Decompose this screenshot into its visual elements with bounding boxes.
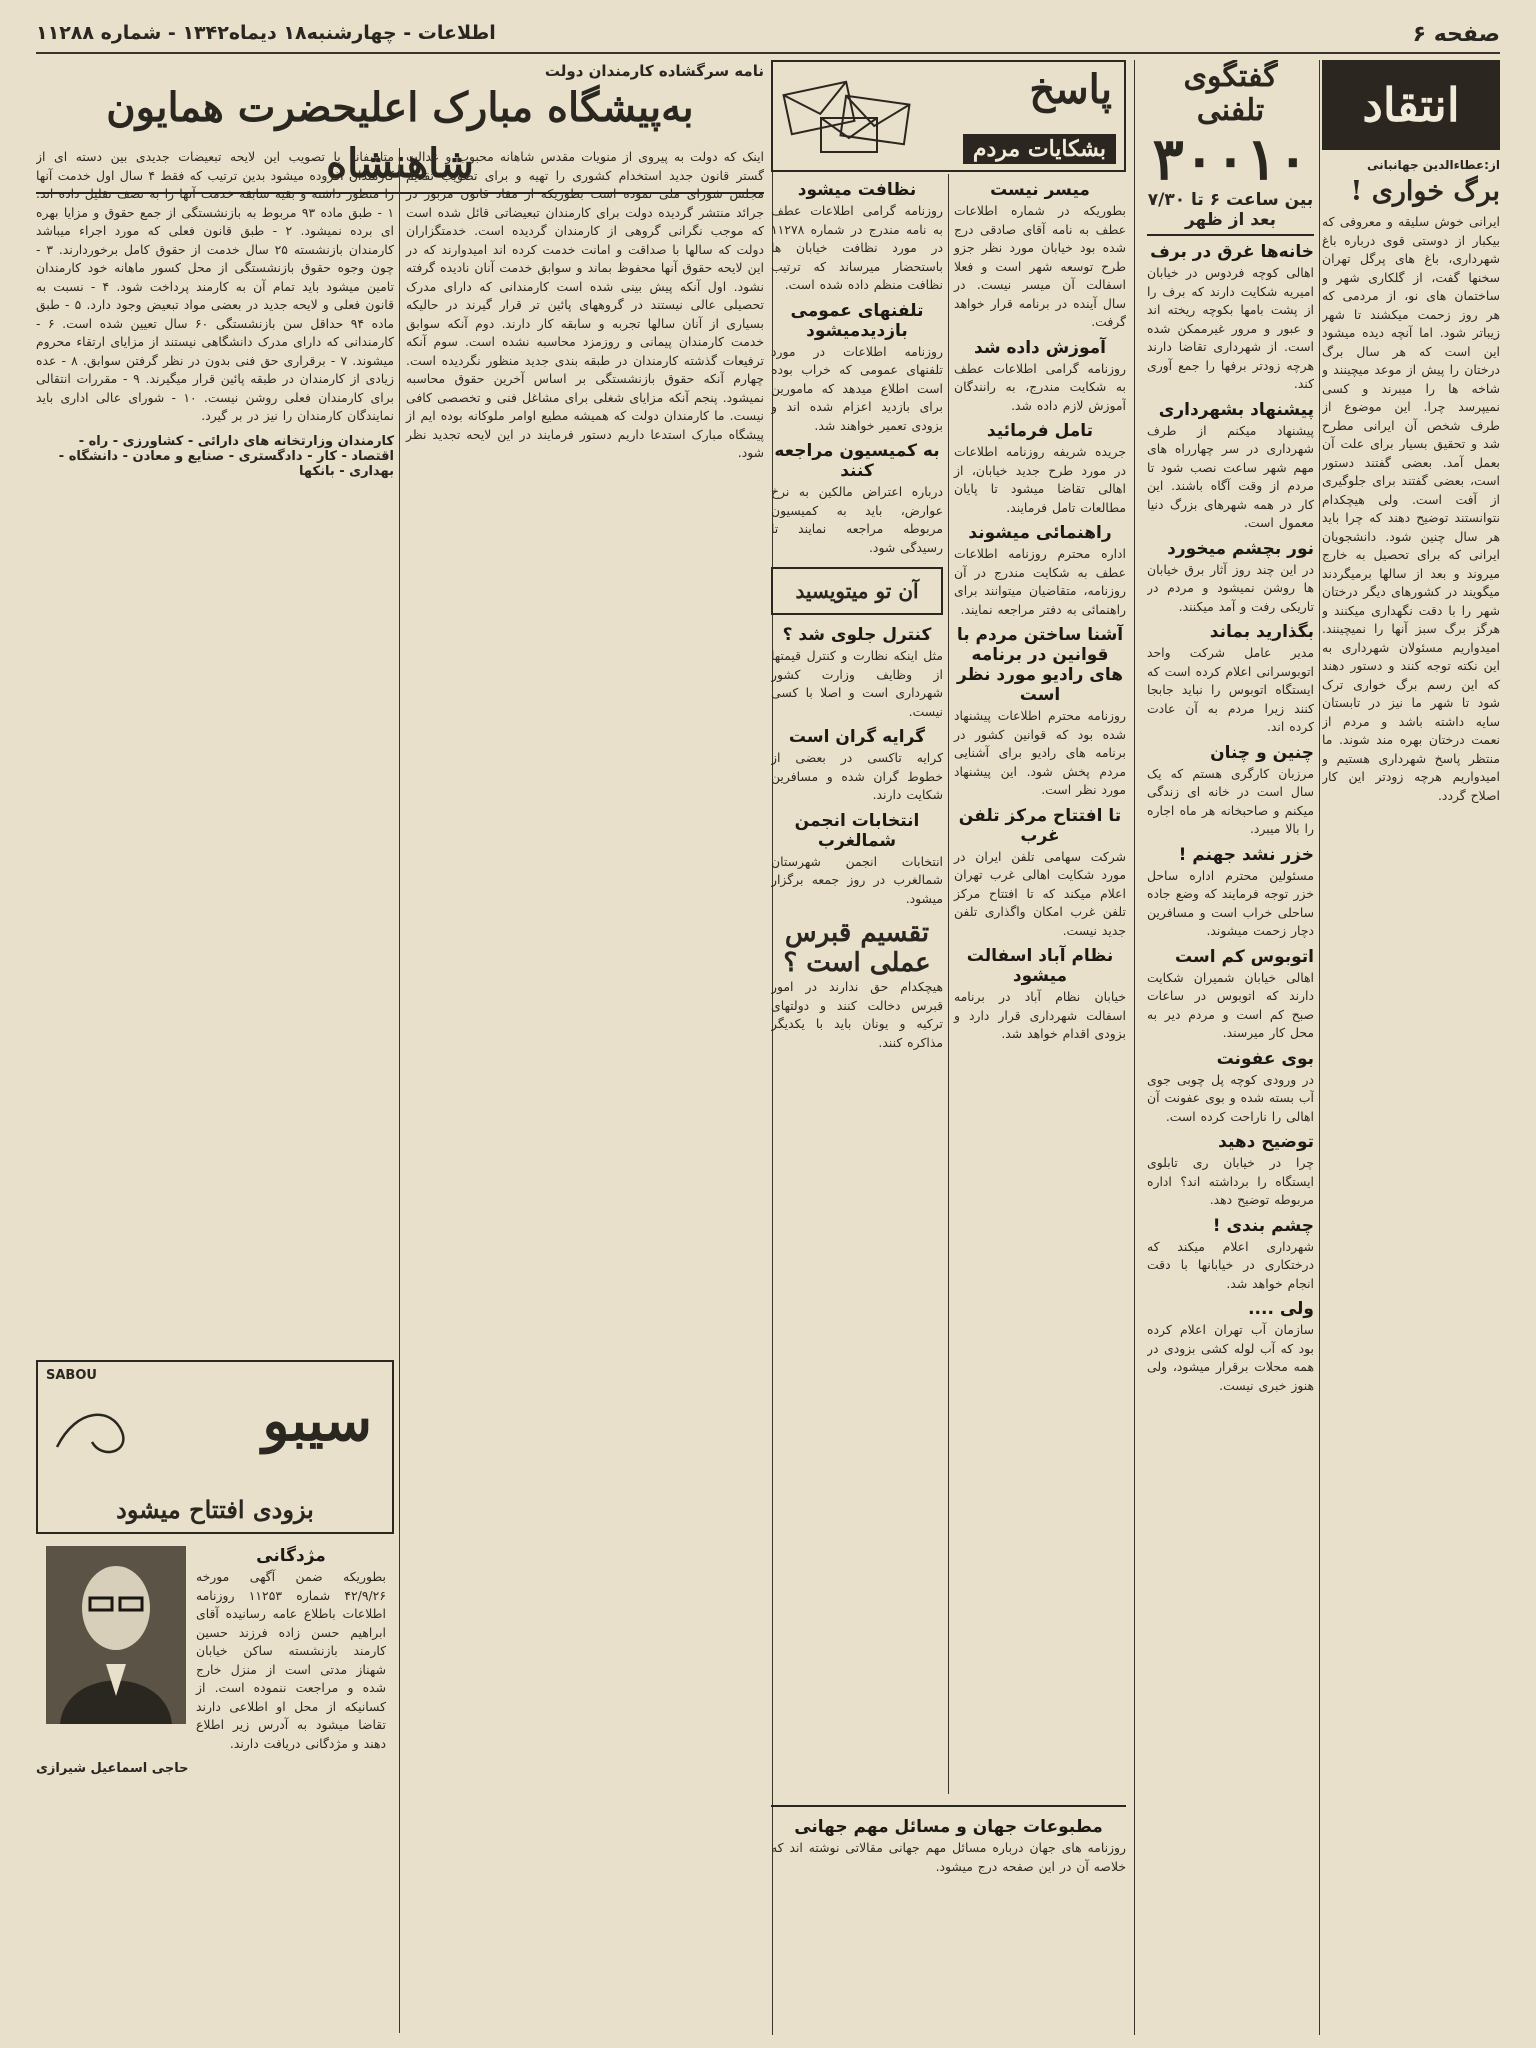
critique-body: ایرانی خوش سلیقه و معروفی که بیکبار از دوستی قوی درباره باغ شهرداری، باغ های پرگل تهران سخنها گفت، از گلکاری شهر و ساختمان های نو، از مردمی که هر روز زحمت میکشند تا شهر زیباتر شود. اما آنچه دیده میشود این است که هر سال برگ درختان را پیش از موعد میچینند و شاخه ها را میبرند و کسی نمیپرسد چرا. این موضوع از طرف شخص آن ایرانی مطرح شد و تحقیق بسیار برای علت آن بعمل آمد. بعضی گفتند دستور است، بعضی گفتند برای جلوگیری از آفت است. ولی هیچکدام نتوانستند توضیح دهند که چرا باید هر سال چنین شود. دانشجویان ایرانی که برای تحصیل به خارج میروند و بعد از سالها برمیگردند میگویند در کشورهای دیگر درختان شهر را با دقت نگهداری میکنند و هرگز برگ سبز آنها را نمیچینند. امیدواریم مسئولان شهرداری به این نکته توجه کنند و دستور دهند که این رسم برگ خواری ترک شود تا شهر ما نیز در تابستان سایه داشته باشد و مردم از نعمت درختان بهره مند شوند. ما منتظر پاسخ شهرداری هستیم و امیدواریم هرچه زودتر این کار اصلاح گردد. [1322, 214, 1500, 803]
reply-text: شرکت سهامی تلفن ایران در مورد شکایت اهالی غرب تهران اعلام میکند که تا افتتاح مرکز تلفن غرب امکان واگذاری تلفن جدید نیست. [954, 848, 1126, 938]
reply-text: جریده شریفه روزنامه اطلاعات در مورد طرح جدید خیابان، از اهالی تقاضا میشود تا پایان مطالعات تامل فرمایند. [954, 444, 1126, 515]
misc-text: انتخابات انجمن شهرستان شمالغرب در روز جمعه برگزار میشود. [771, 853, 943, 906]
phone-item-heading: توضیح دهید [1218, 1132, 1314, 1152]
open-letter-column [36, 60, 764, 2035]
critique-column [1322, 60, 1500, 2035]
portrait-photo [46, 1546, 186, 1724]
phone-item [1147, 622, 1314, 737]
phone-item-heading: پیشنهاد بشهرداری [1158, 399, 1314, 420]
column-rule [1319, 60, 1320, 2035]
world-press-text: روزنامه های جهان درباره مسائل مهم جهانی مقالاتی نوشته اند که خلاصه آن در این صفحه درج میشود. [771, 1840, 1126, 1874]
reply-text: اداره محترم روزنامه اطلاعات عطف به شکایت مندرج در آن روزنامه، متقاضیان میتوانند برای راهنمائی به دفتر مراجعه نمایند. [954, 546, 1126, 617]
reply-heading: به کمیسیون مراجعه کنند [774, 441, 940, 481]
phone-item [1147, 1049, 1314, 1127]
page-header [36, 22, 1500, 48]
reply-text: بطوریکه در شماره اطلاعات عطف به نامه آقای صادقی درج شده بود خیابان مورد نظر جزو طرح توسعه شهر است و فعلا اسفالت آن میسر نیست. در سال آینده در برنامه قرار خواهد گرفت. [954, 203, 1126, 329]
letter-subcol-right [406, 148, 764, 463]
phone-item-text: مدیر عامل شرکت واحد اتوبوسرانی اعلام کرده است که ایستگاه اتوبوس را نباید جابجا کنند زیرا مردم به آن عادت کرده اند. [1147, 645, 1314, 734]
header-rule [36, 52, 1500, 54]
phone-number: ۳۰۰۱۰ [1152, 125, 1309, 193]
phone-item [1147, 400, 1314, 533]
reply-text: روزنامه گرامی اطلاعات عطف به نامه مندرج در شماره ۱۱۲۷۸ در مورد نظافت خیابان ها باستحضار میرساند که ترتیب نظافت منظم داده شده است. [771, 203, 943, 292]
mojdegani-text: بطوریکه ضمن آگهی مورخه ۴۲/۹/۲۶ شماره ۱۱۲۵۳ روزنامه اطلاعات باطلاع عامه رسانیده آقای ابراهیم حسن زاده فرزند حسین کارمند بازنشسته ساکن خیابان شهناز مدتی است از منزل خارج شده و مراجعت ننموده است. از کسانیکه از محل او اطلاعی دارند تقاضا میشود به آدرس زیر اطلاع دهند و مژدگانی دریافت دارند. [196, 1569, 386, 1751]
column-rule [1134, 60, 1135, 2035]
mojdegani-ad [36, 1540, 390, 1776]
phone-title: گفتگوی تلفنی [1183, 60, 1278, 128]
phone-item [1147, 1299, 1314, 1395]
phone-item-heading: خزر نشد جهنم ! [1178, 844, 1314, 865]
phone-item-heading: نور بچشم میخورد [1167, 538, 1314, 559]
phone-item-heading: بگذارید بماند [1209, 622, 1314, 642]
complaints-banner-title: پاسخ [1029, 66, 1112, 113]
masthead-line: اطلاعات - چهارشنبه۱۸ دیماه۱۳۴۲ - شماره ۱۱۲۸۸ [36, 22, 496, 44]
misc-text: کرایه تاکسی در بعضی از خطوط گران شده و مسافرین شکایت دارند. [771, 750, 943, 802]
phone-item-heading: چنین و چنان [1210, 742, 1314, 763]
misc-heading: کنترل جلوی شد ؟ [782, 625, 932, 645]
phone-item-text: در این چند روز آثار برق خیابان ها روشن نمیشود و مردم در تاریکی رفت و آمد میکنند. [1147, 561, 1314, 614]
reply-heading: آموزش داده شد [974, 337, 1106, 358]
misc-heading: گرایه گران است [788, 727, 926, 747]
phone-column [1147, 60, 1314, 2035]
phone-item [1147, 242, 1314, 394]
reply-heading: آشنا ساختن مردم با قوانین در برنامه های رادیو مورد نظر است [956, 625, 1124, 705]
reply-text: روزنامه محترم اطلاعات پیشنهاد شده بود که قوانین کشور در برنامه های رادیو برای آشنایی مردم پخش شود. این پیشنهاد مورد نظر است. [954, 708, 1126, 797]
mojdegani-title: مژدگانی [256, 1546, 326, 1566]
letter-signature: کارمندان وزارتخانه های دارائی - کشاورزی - راه - اقتصاد - کار - دادگستری - صنایع و معادن - دانشگاه - بهداری - بانکها [58, 433, 394, 479]
swirl-icon [52, 1402, 142, 1462]
phone-item-heading: اتوبوس کم است [1175, 946, 1314, 967]
reply-text: روزنامه گرامی اطلاعات عطف به شکایت مندرج، به رانندگان آموزش لازم داده شد. [954, 360, 1126, 413]
reply-text: روزنامه اطلاعات در مورد تلفنهای عمومی که خراب بوده است اطلاع میدهد که مامورین برای بازدید اعزام شده اند و بزودی تعمیر خواهند شد. [771, 343, 943, 433]
phone-item-text: در ورودی کوچه پل چوبی جوی آب بسته شده و بوی عفونت آن اهالی را ناراحت کرده است. [1147, 1071, 1314, 1124]
phone-item-text: اهالی خیابان شمیران شکایت دارند که اتوبوس در ساعات صبح کم است و مردم دیر به محل کار میرسند. [1147, 969, 1314, 1040]
world-press-heading: مطبوعات جهان و مسائل مهم جهانی [794, 1817, 1103, 1837]
complaints-banner [771, 60, 1126, 172]
reply-heading: میسر نیست [990, 180, 1090, 200]
reply-heading: نظافت میشود [797, 180, 917, 200]
cyprus-headline: تقسیم قبرس عملی است ؟ [783, 918, 931, 978]
letter-headline: به‌پیشگاه مبارک اعلیحضرت همایون شاهنشاه [36, 80, 764, 194]
complaints-column [771, 60, 1126, 2035]
sabou-latin: SABOU [46, 1368, 97, 1383]
letter-subcol-rule [399, 148, 400, 2033]
world-press-section [771, 1805, 1126, 1876]
phone-item-text: مسئولین محترم اداره ساحل خزر توجه فرمایند که وضع جاده ساحلی خراب است و مسافرین دچار زحمت میشوند. [1147, 867, 1314, 938]
letter-subcol-left [36, 148, 394, 479]
reply-heading: نظام آباد اسفالت میشود [966, 946, 1114, 986]
phone-item [1147, 1132, 1314, 1210]
phone-item [1147, 845, 1314, 941]
subcol-rule [948, 174, 949, 1794]
complaints-subcol-b [771, 174, 943, 1052]
phone-item [1147, 743, 1314, 839]
phone-item-text: پیشنهاد میکنم از طرف شهرداری در سر چهارراه های مهم شهر ساعت نصب شود تا مردم از وقت آگاه باشند. این کار در همه شهرهای بزرگ دنیا معمول است. [1147, 422, 1314, 530]
phone-hours: بین ساعت ۶ تا ۷/۳۰ [1147, 190, 1314, 210]
critique-headline: برگ خواری ! [1350, 176, 1500, 207]
dont-write-box: آن تو میتویسید [771, 567, 943, 615]
letter-text-left: متاسفانه با تصویب این لایحه تبعیضات جدیدی بین دسته ای از کارمندان افزوده میشود بدین ترتیب که فقط ۴ سال اول خدمت آنها را منظور داشته و بقیه سابقه خدمت آنها را به نصف تقلیل داده اند. ۱ - طبق ماده ۹۳ مربوط به بازنشستگی از جمع حقوق و مزایا بهره ای برده نمیشود. ۲ - طبق قانون فعلی که مورد اجراء میباشد کارمندان بازنشسته ۲۵ سال خدمت از حقوق کامل برخوردارند. ۳ - چون وجوه حقوق بازنشستگی از محل کسور ماهانه خود کارمندان تامین میشود باید تمام آن به کارمند پرداخت شود. ۴ - نسبت به قانون فعلی و لایحه جدید در بعضی مواد تبعیض وجود دارد. ۵ - طبق ماده ۹۴ حداقل سن بازنشستگی ۶۰ سال تعیین شده است. ۶ - کارمندانی که دارای مدرک دانشگاهی نیستند از مزایای ارتقاء محروم میشوند. ۷ - برقراری حق فنی بدون در نظر گرفتن سوابق. ۸ - عده زیادی از کارمندان در طبقه پائین قرار میگیرند. ۹ - مقررات انتقالی برای کارمندان فعلی روشن نیست. ۱۰ - شورای عالی اداری باید نمایندگان کارمندان را نیز در بر گیرد. [36, 149, 394, 423]
reply-text: خیابان نظام آباد در برنامه اسفالت شهرداری قرار دارد و بزودی اقدام خواهد شد. [954, 989, 1126, 1041]
envelope-icon [781, 70, 931, 162]
phone-item [1147, 1216, 1314, 1294]
reply-heading: تلفنهای عمومی بازدیدمیشود [790, 300, 924, 341]
complaints-banner-sub: بشکایات مردم [963, 134, 1116, 164]
mojdegani-sign: حاجی اسماعیل شیرازی [36, 1761, 189, 1776]
phone-item-heading: بوی عفونت [1216, 1048, 1314, 1069]
critique-author: از:عطاءالدین جهانبانی [1366, 158, 1500, 172]
sabou-tagline: بزودی افتتاح میشود [116, 1495, 314, 1524]
phone-item-text: سازمان آب تهران اعلام کرده بود که آب لوله کشی بزودی در همه محلات برقرار میشود، ولی هنوز خبری نیست. [1147, 1322, 1314, 1393]
person-icon [46, 1546, 186, 1724]
reply-heading: تامل فرمائید [986, 421, 1094, 441]
page-number: صفحه ۶ [1412, 22, 1500, 47]
phone-hours-2: بعد از ظهر [1147, 210, 1314, 236]
critique-logo: انتقاد [1322, 60, 1500, 150]
phone-item [1147, 947, 1314, 1043]
phone-item-heading: خانه‌ها غرق در برف [1150, 242, 1314, 262]
letter-kicker: نامه سرگشاده کارمندان دولت [544, 62, 764, 80]
phone-item-heading: چشم بندی ! [1212, 1215, 1314, 1236]
cyprus-text: هیچکدام حق ندارند در امور قبرس دخالت کنند و دولتهای ترکیه و یونان باید با یکدیگر مذاکره کنند. [771, 979, 943, 1050]
phone-item-text: اهالی کوچه فردوس در خیابان امیریه شکایت دارند که برف را از پشت بامها بکوچه ریخته اند و عبور و مرور غیرممکن شده است. از شهرداری تقاضا دارند هرچه زودتر برفها را جمع آوری کند. [1147, 265, 1314, 391]
phone-item-text: شهرداری اعلام میکند که درختکاری در خیابانها با دقت انجام خواهد شد. [1147, 1238, 1314, 1291]
phone-item [1147, 539, 1314, 617]
reply-heading: تا افتتاح مرکز تلفن غرب [958, 805, 1122, 846]
misc-text: مثل اینکه نظارت و کنترل قیمتها از وظایف وزارت کشور شهرداری است و اصلا با کسی نیست. [771, 648, 943, 719]
reply-heading: راهنمائی میشوند [968, 523, 1112, 543]
reply-text: درباره اعتراض مالکین به نرخ عوارض، باید به کمیسیون مربوطه مراجعه نمایند تا رسیدگی شود. [771, 484, 943, 555]
sabou-ad [36, 1360, 394, 1534]
misc-heading: انتخابات انجمن شمالغرب [794, 810, 920, 851]
phone-item-text: چرا در خیابان ری تابلوی ایستگاه را برداشته اند؟ اداره مربوطه توضیح دهد. [1147, 1155, 1314, 1207]
sabou-logo: سیبو [262, 1388, 372, 1454]
letter-text-right: اینک که دولت به پیروی از منویات مقدس شاهانه محبوب و عدالت گستر قانون جدید استخدام کشوری را تهیه و برای تصویب تقدیم مجلس شورای ملی نموده است بطوریکه از مفاد قانون مزبور در جرائد منتشر گردیده دولت برای کارمندان تبعیضاتی قائل شده است که موجب نگرانی گروهی از کارمندان گردیده است. خدمتگزاران دولت که سالها با صداقت و امانت خدمت کرده اند امیدوارند که در این لایحه حقوق آنها محفوظ بماند و سوابق خدمت آنان نادیده گرفته نشود. اول آنکه پیش بینی شده است کارمندانی که دارای مدرک تحصیلی عالی نیستند در گروههای پائین تر قرار گیرند در حالیکه بسیاری از آنان سالها تجربه و سابقه کار دارند. دوم آنکه سوابق خدمت کارمندان پیمانی و روزمزد محاسبه نشده است. سوم آنکه ترفیعات گذشته کارمندان در طبقه بندی جدید منظور نگردیده است. چهارم آنکه حقوق بازنشستگی بر اساس آخرین حقوق محاسبه نمیشود. پنجم آنکه مزایای شغلی برای مشاغل فنی و تخصصی کافی نیست. ما کارمندان دولت که همیشه مطیع اوامر ملوکانه بوده ایم از پیشگاه مبارک استدعا داریم دستور فرمایند در این لایحه تجدید نظر شود. [406, 149, 764, 460]
complaints-subcol-a [954, 174, 1126, 1044]
phone-item-text: مرزبان کارگری هستم که یک سال است در خانه ای زندگی میکنم و صاحبخانه هر ماه اجاره را بالا میبرد. [1147, 765, 1314, 836]
phone-item-heading: ولی .... [1248, 1299, 1314, 1319]
